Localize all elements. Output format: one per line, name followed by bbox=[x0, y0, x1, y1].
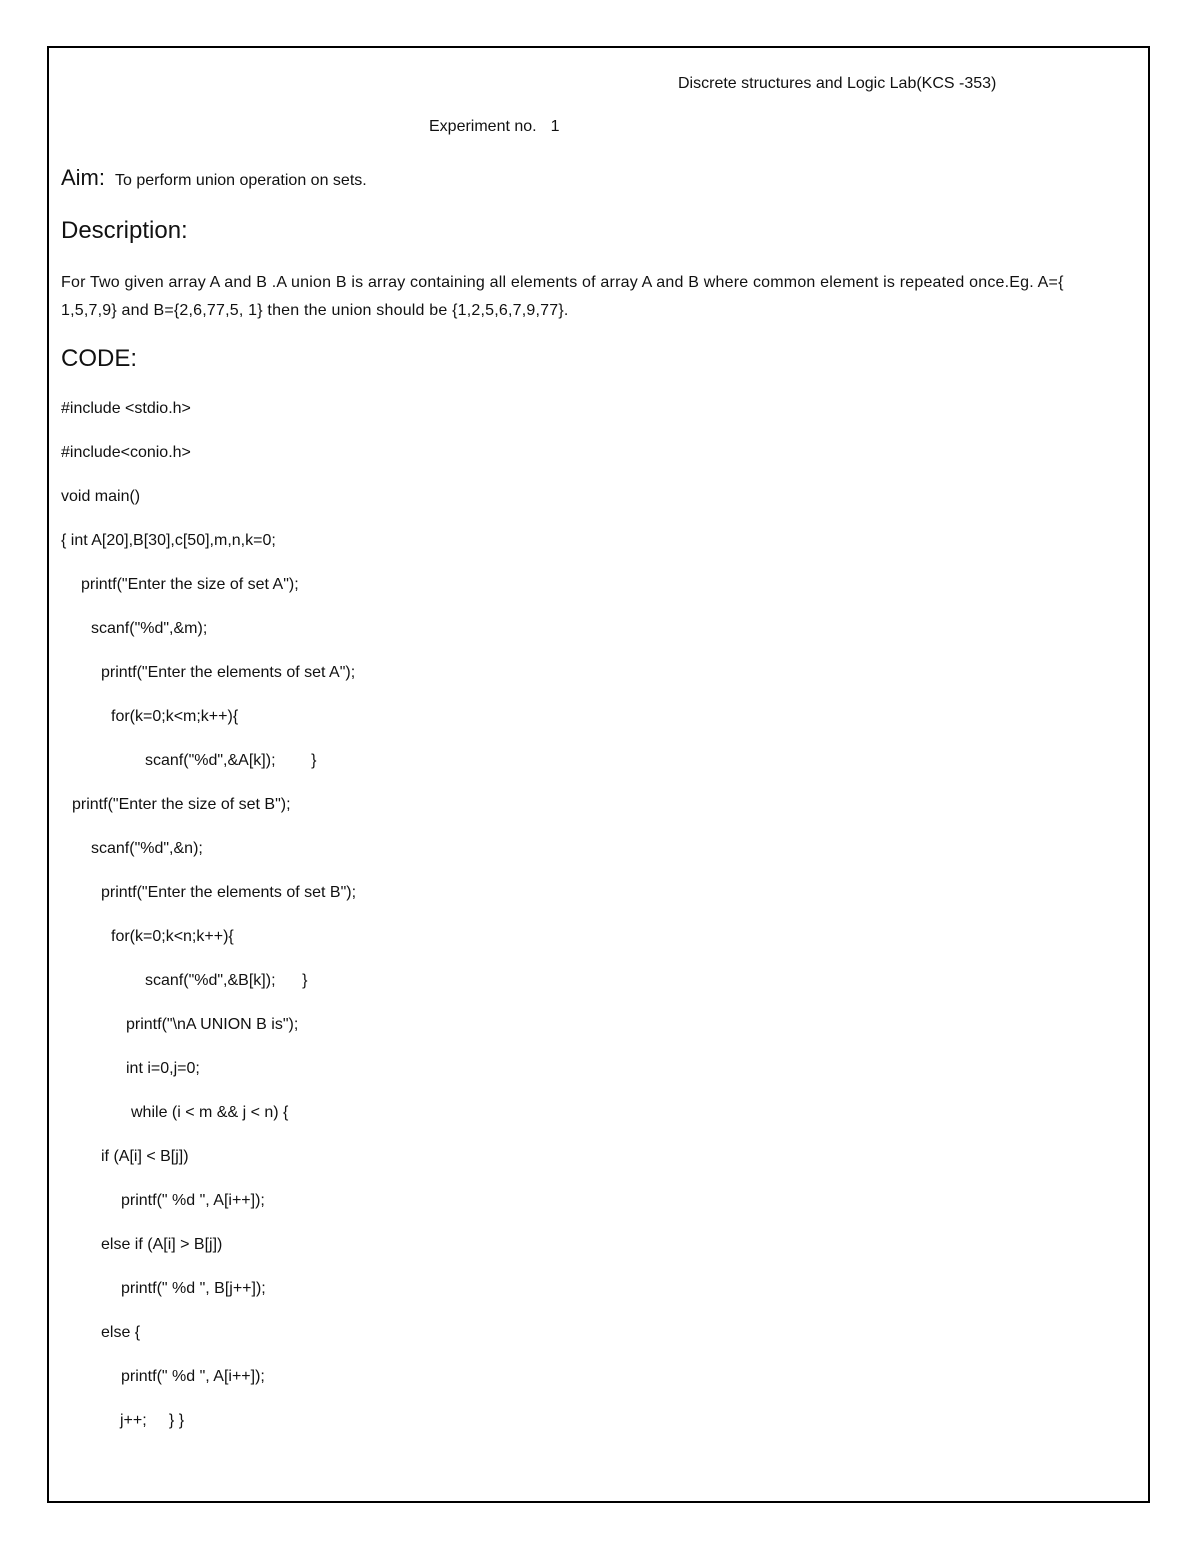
code-line: else if (A[i] > B[j]) bbox=[101, 1236, 223, 1253]
code-line: scanf("%d",&B[k]); } bbox=[145, 972, 308, 989]
code-line: for(k=0;k<m;k++){ bbox=[111, 708, 239, 725]
code-line: printf("\nA UNION B is"); bbox=[126, 1016, 299, 1033]
code-line: { int A[20],B[30],c[50],m,n,k=0; bbox=[61, 532, 276, 549]
experiment-number: 1 bbox=[550, 118, 560, 135]
experiment-heading bbox=[429, 118, 560, 136]
code-line: scanf("%d",&m); bbox=[91, 620, 208, 637]
code-line: while (i < m && j < n) { bbox=[131, 1104, 289, 1121]
code-line: scanf("%d",&n); bbox=[91, 840, 203, 857]
code-line: #include<conio.h> bbox=[61, 444, 191, 461]
aim-label: Aim: bbox=[61, 165, 105, 190]
code-line: printf(" %d ", B[j++]); bbox=[121, 1280, 266, 1297]
code-line: printf("Enter the size of set B"); bbox=[72, 796, 291, 813]
code-line: scanf("%d",&A[k]); } bbox=[145, 752, 317, 769]
aim-section bbox=[61, 165, 367, 191]
code-line: for(k=0;k<n;k++){ bbox=[111, 928, 234, 945]
code-line: j++; } } bbox=[120, 1412, 185, 1429]
code-line: #include <stdio.h> bbox=[61, 400, 191, 417]
code-heading: CODE: bbox=[61, 345, 138, 372]
code-line: printf("Enter the elements of set A"); bbox=[101, 664, 356, 681]
code-line: void main() bbox=[61, 488, 141, 505]
description-paragraph: For Two given array A and B .A union B is array containing all elements of array A and B where common element is repeated once.Eg. A={ 1,5,7,9} and B={2,6,77,5, 1} then the union should be {1,2,5,6,7,9,77}. bbox=[61, 274, 1064, 319]
code-line: int i=0,j=0; bbox=[126, 1060, 200, 1077]
aim-text: To perform union operation on sets. bbox=[115, 172, 367, 189]
course-title: Discrete structures and Logic Lab(KCS -353) bbox=[678, 75, 997, 92]
code-line: printf(" %d ", A[i++]); bbox=[121, 1368, 265, 1385]
code-line: if (A[i] < B[j]) bbox=[101, 1148, 189, 1165]
code-line: printf("Enter the size of set A"); bbox=[81, 576, 299, 593]
experiment-label: Experiment no. bbox=[429, 118, 537, 135]
code-line: printf(" %d ", A[i++]); bbox=[121, 1192, 265, 1209]
code-line: printf("Enter the elements of set B"); bbox=[101, 884, 357, 901]
code-line: else { bbox=[101, 1324, 141, 1341]
description-heading: Description: bbox=[61, 217, 188, 244]
